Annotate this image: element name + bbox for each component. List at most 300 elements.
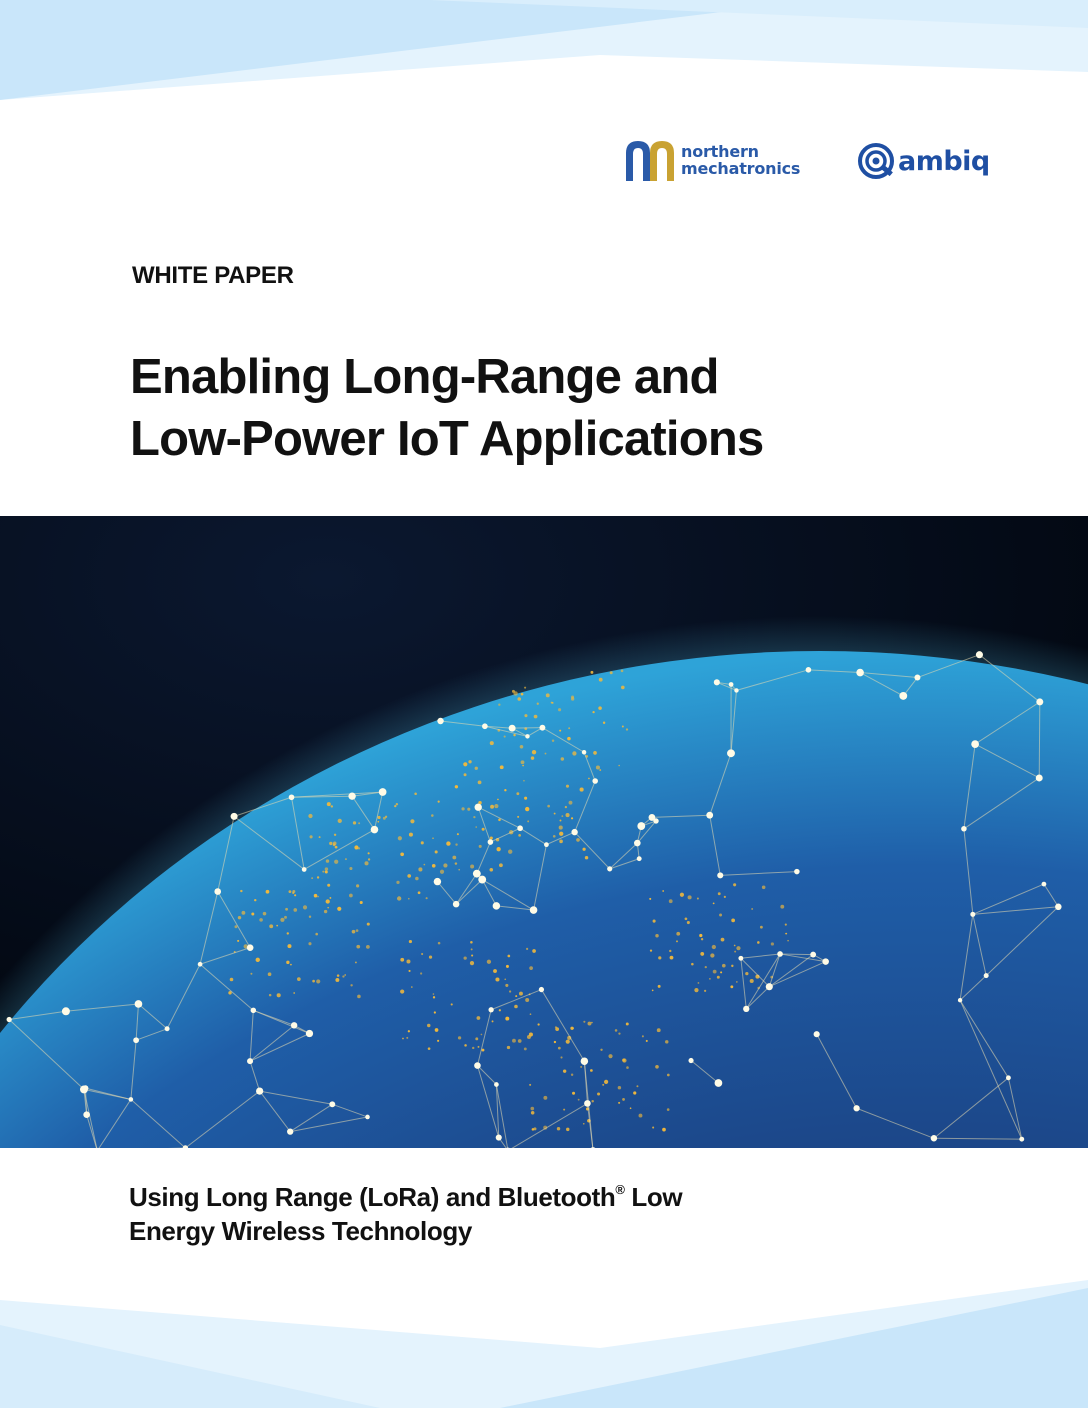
city-light [518,834,521,837]
city-light [554,813,556,815]
network-node [853,1105,859,1111]
city-light [518,1039,522,1043]
city-light [268,972,272,976]
city-light [557,1127,560,1130]
network-node [539,987,544,992]
city-light [571,1074,573,1076]
city-light [568,727,570,729]
city-light [408,898,410,900]
city-light [356,929,359,932]
city-light [352,930,356,934]
city-light [630,1107,632,1109]
network-node [637,856,642,861]
city-light [705,966,707,968]
city-light [718,892,721,895]
city-light [525,807,529,811]
city-light [650,949,652,951]
city-light [551,702,553,704]
city-light [676,940,678,942]
network-node [582,750,586,754]
title-line-2: Low-Power IoT Applications [130,412,764,466]
city-light [259,918,263,922]
network-node [984,973,989,978]
city-light [365,861,369,865]
city-light [297,977,301,981]
network-node [437,718,443,724]
city-light [317,896,319,898]
city-light [721,938,725,942]
city-light [406,960,410,964]
network-node [135,1000,143,1008]
city-light [731,965,733,967]
city-light [368,852,370,854]
city-light [366,945,370,949]
city-light [514,1005,518,1009]
city-light [397,896,401,900]
city-light [785,933,787,935]
network-node [688,1058,693,1063]
city-light [500,765,504,769]
city-light [687,921,690,924]
city-light [263,912,267,916]
city-light [525,998,529,1002]
city-light [344,974,346,976]
network-node [976,651,983,658]
network-node [231,813,238,820]
city-light [360,901,363,904]
network-node [1036,774,1043,781]
city-light [757,941,760,944]
city-light [527,820,529,822]
network-node [329,1101,335,1107]
city-light [530,1013,532,1015]
city-light [526,948,528,950]
city-light [377,816,380,819]
city-light [590,671,593,674]
network-node [1042,882,1047,887]
city-light [400,989,404,993]
city-light [560,820,562,822]
city-light [538,1023,540,1025]
city-light [266,890,270,894]
city-light [655,1065,659,1069]
city-light [335,978,339,982]
network-node [247,944,254,951]
city-light [451,1003,453,1005]
network-node [607,866,612,871]
city-light [524,1047,527,1050]
city-light [762,885,766,889]
city-light [477,1016,481,1020]
city-light [734,945,736,947]
city-light [396,881,399,884]
city-light [580,788,584,792]
city-light [626,1022,629,1025]
city-light [452,856,456,860]
city-light [333,842,337,846]
network-node [1006,1075,1011,1080]
city-light [498,704,500,706]
city-light [237,940,239,942]
city-light [701,938,703,940]
city-light [662,890,664,892]
network-node [777,951,783,957]
network-node [743,1006,749,1012]
city-light [722,964,726,968]
network-node [727,749,735,757]
city-light [713,970,717,974]
city-light [505,1017,509,1021]
city-light [700,952,704,956]
network-node [80,1085,88,1093]
city-light [524,797,527,800]
city-light [760,926,763,929]
network-node [766,983,773,990]
city-light [560,1056,562,1058]
page-title [130,346,930,470]
city-light [733,883,736,886]
network-node [637,822,645,830]
city-light [334,834,336,836]
city-light [569,801,573,805]
city-light [642,1035,644,1037]
logo-line-mechatronics: mechatronics [681,159,801,178]
city-light [294,894,296,896]
network-node [291,1022,297,1028]
network-node [539,725,545,731]
city-light [590,1069,593,1072]
city-light [481,1034,483,1036]
city-light [507,1046,510,1049]
city-light [554,1041,556,1043]
city-light [559,832,563,836]
city-light [250,973,252,975]
city-light [293,992,295,994]
city-light [478,780,482,784]
network-node [899,692,907,700]
city-light [496,847,500,851]
city-light [524,687,526,689]
city-light [621,686,625,690]
city-light [669,950,671,952]
network-node [287,1128,293,1134]
city-light [356,945,360,949]
city-light [534,715,538,719]
city-light [458,869,460,871]
top-decorative-wave [0,0,1088,110]
city-light [736,981,738,983]
network-node [453,901,460,908]
city-light [276,925,278,927]
city-light [418,891,421,894]
city-light [409,833,413,837]
network-node [289,794,295,800]
city-light [787,940,789,942]
network-node [133,1037,139,1043]
city-light [312,980,315,983]
city-light [598,706,602,710]
network-node [83,1111,90,1118]
network-node [482,723,488,729]
city-light [736,946,740,950]
city-light [685,917,688,920]
city-light [646,1040,648,1042]
network-node [434,878,441,885]
city-light [337,974,340,977]
city-light [315,933,318,936]
city-light [513,734,515,736]
city-light [599,769,601,771]
city-light [455,843,457,845]
network-node [493,902,500,909]
city-light [475,1037,478,1040]
city-light [532,750,536,754]
city-light [618,1033,620,1035]
city-light [691,963,694,966]
city-light [521,760,525,764]
city-light [427,1024,430,1027]
city-light [662,1128,666,1132]
city-light [547,805,550,808]
network-node [7,1017,12,1022]
city-light [284,916,287,919]
city-light [457,833,459,835]
city-light [400,958,404,962]
city-light [507,955,510,958]
city-light [537,703,539,705]
city-light [567,737,571,741]
city-light [490,836,493,839]
city-light [566,785,569,788]
city-light [467,808,470,811]
city-light [603,722,605,724]
city-light [670,956,674,960]
city-light [406,1037,408,1039]
city-light [680,893,684,897]
city-light [470,961,474,965]
page-subtitle [129,1180,829,1248]
city-light [368,858,370,860]
city-light [599,678,603,682]
city-light [582,848,585,851]
subtitle-line-2: Energy Wireless Technology [129,1216,472,1246]
city-light [512,1039,516,1043]
city-light [322,871,324,873]
network-node [129,1097,134,1102]
network-node [496,1134,502,1140]
city-light [354,845,358,849]
city-light [652,1127,654,1129]
network-node [794,869,800,875]
city-light [561,815,563,817]
network-node [165,1026,170,1031]
network-node [306,1030,313,1037]
city-light [709,978,711,980]
city-light [492,1020,494,1022]
city-light [555,1027,559,1031]
city-light [499,863,503,867]
network-node [914,675,920,681]
city-light [667,1108,670,1111]
city-light [319,836,321,838]
city-light [597,1092,600,1095]
city-light [688,895,692,899]
city-light [455,785,458,788]
city-light [385,816,387,818]
city-light [615,1029,618,1032]
city-light [471,948,473,950]
city-light [566,1040,570,1044]
city-light [751,908,753,910]
city-light [410,819,414,823]
network-node [806,667,812,673]
city-light [377,821,379,823]
network-node [62,1007,70,1015]
city-light [285,908,288,911]
city-light [591,1022,593,1024]
city-light [712,945,716,949]
network-node [302,867,307,872]
city-light [719,914,722,917]
city-light [591,1100,593,1102]
city-light [424,864,426,866]
city-light [400,852,404,856]
city-light [303,905,307,909]
city-light [349,867,352,870]
city-light [667,1074,670,1077]
city-light [572,1027,574,1029]
city-light [415,877,419,881]
network-node [714,679,720,685]
city-light [504,978,506,980]
network-node [544,842,549,847]
city-light [583,1021,585,1023]
city-light [350,984,352,986]
city-light [314,894,318,898]
city-light [470,941,473,944]
city-light [604,1080,608,1084]
city-light [694,988,698,992]
city-light [497,799,499,801]
city-light [602,1084,604,1086]
city-light [713,902,715,904]
city-light [699,934,702,937]
city-light [559,826,563,830]
network-link [512,728,542,729]
city-light [517,697,521,701]
city-light [504,736,506,738]
city-light [464,773,467,776]
city-light [287,944,291,948]
network-node [822,958,829,965]
network-node [931,1135,937,1141]
city-light [519,992,523,996]
city-light [563,1069,566,1072]
city-light [329,842,332,845]
city-light [583,1123,585,1125]
city-light [621,670,624,673]
city-light [618,765,620,767]
city-light [482,1049,485,1052]
network-node [214,888,221,895]
city-light [429,956,432,959]
city-light [572,751,576,755]
city-light [571,696,574,699]
city-light [353,821,356,824]
network-node [473,870,481,878]
network-node [494,1082,499,1087]
city-light [521,693,524,696]
city-light [310,835,313,838]
network-node [810,952,816,958]
registered-mark: ® [615,1182,625,1197]
city-light [588,1022,592,1026]
city-light [402,1038,404,1040]
city-light [558,1047,561,1050]
bottom-decorative-wave [0,1270,1088,1408]
city-light [724,896,726,898]
city-light [730,985,733,988]
city-light [414,792,417,795]
city-light [493,969,497,973]
network-node [475,804,482,811]
city-light [552,739,554,741]
city-light [345,858,347,860]
city-light [553,835,556,838]
network-node [634,840,641,847]
title-line-1: Enabling Long-Range and [130,350,719,404]
city-light [516,792,519,795]
city-light [334,860,338,864]
city-light [357,995,361,999]
hero-earth-network-image [0,516,1088,1148]
network-node [348,793,355,800]
city-light [559,840,563,844]
network-node [1019,1137,1024,1142]
city-light [576,838,580,842]
network-node [371,826,379,834]
city-light [563,1109,565,1111]
city-light [435,1028,439,1032]
city-light [326,899,330,903]
ambiq-logo [857,140,990,182]
network-node [1036,698,1043,705]
city-light [475,767,478,770]
city-light [610,671,613,674]
city-light [626,728,628,730]
city-light [734,951,736,953]
city-light [506,965,509,968]
city-light [780,905,784,909]
city-light [622,726,624,728]
network-node [592,778,598,784]
city-light [421,953,423,955]
city-light [593,751,597,755]
city-light [367,923,370,926]
city-light [698,982,700,984]
city-light [269,994,271,996]
network-node [571,829,577,835]
city-light [329,897,331,899]
city-light [242,911,246,915]
city-light [478,1046,480,1048]
city-light [626,1066,629,1069]
city-light [515,995,517,997]
city-light [308,814,312,818]
city-light [446,841,450,845]
city-light [529,1084,531,1086]
city-light [649,898,651,900]
